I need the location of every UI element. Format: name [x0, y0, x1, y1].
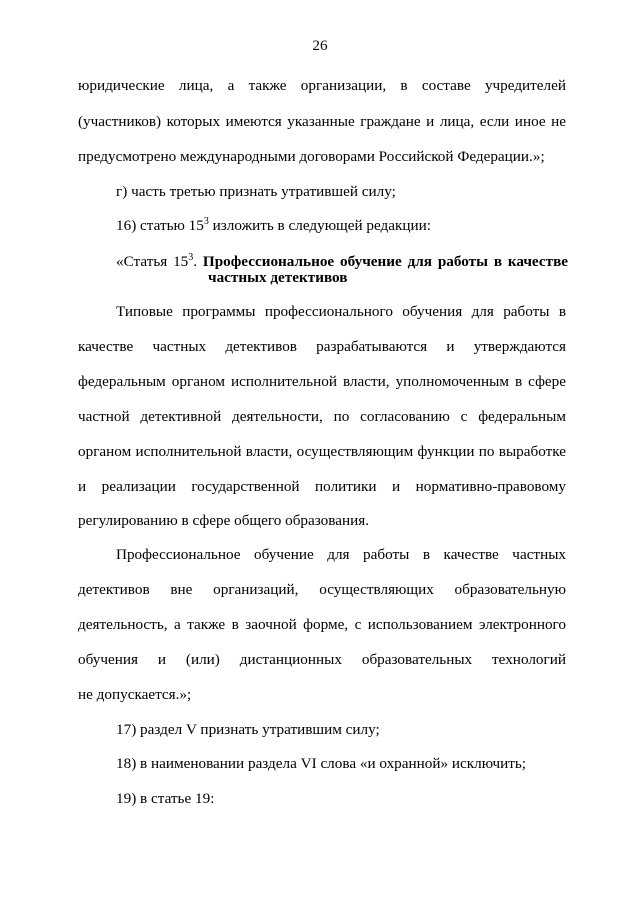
text-fragment: 16) статью 15 — [116, 217, 204, 234]
text-line: 18) в наименовании раздела VI слова «и охранной» исключить; — [116, 755, 527, 772]
text-line: деятельность, а также в заочной форме, с использованием электронного — [78, 616, 566, 633]
text-line: Типовые программы профессионального обучения для работы в — [116, 303, 566, 320]
text-line: Профессиональное обучение для работы в качестве частных — [116, 546, 566, 563]
text-line: юридические лица, а также организации, в составе учредителей — [78, 77, 566, 94]
text-line: не допускается.»; — [78, 686, 192, 703]
article-dot: . — [193, 253, 198, 270]
superscript: 3 — [188, 252, 194, 263]
article-title: Профессиональное обучение для работы в качестве — [202, 253, 569, 270]
article-title-continuation: частных детективов — [208, 269, 348, 286]
text-line: федеральным органом исполнительной власти, уполномоченным в сфере — [78, 373, 566, 390]
text-fragment: изложить в следующей редакции: — [208, 217, 431, 234]
text-line: 19) в статье 19: — [116, 790, 215, 807]
text-line: (участников) которых имеются указанные граждане и лица, если иное не — [78, 113, 566, 130]
text-line: предусмотрено международными договорами Российской Федерации.»; — [78, 148, 545, 165]
text-line: регулированию в сфере общего образования. — [78, 512, 370, 529]
superscript: 3 — [203, 216, 209, 227]
text-line — [116, 217, 604, 235]
text-line: обучения и (или) дистанционных образовательных технологий — [78, 651, 566, 668]
page-number: 26 — [312, 37, 328, 54]
text-line: и реализации государственной политики и нормативно-правовому — [78, 478, 566, 495]
text-line: качестве частных детективов разрабатываются и утверждаются — [78, 338, 566, 355]
article-prefix: «Статья 15 — [116, 253, 189, 270]
text-line: частной детективной деятельности, по согласованию с федеральным — [78, 408, 566, 425]
text-line: органом исполнительной власти, осуществляющим функции по выработке — [78, 443, 566, 460]
text-line: детективов вне организаций, осуществляющих образовательную — [78, 581, 566, 598]
text-line: 17) раздел V признать утратившим силу; — [116, 721, 380, 738]
text-line: г) часть третью признать утратившей силу; — [116, 183, 396, 200]
